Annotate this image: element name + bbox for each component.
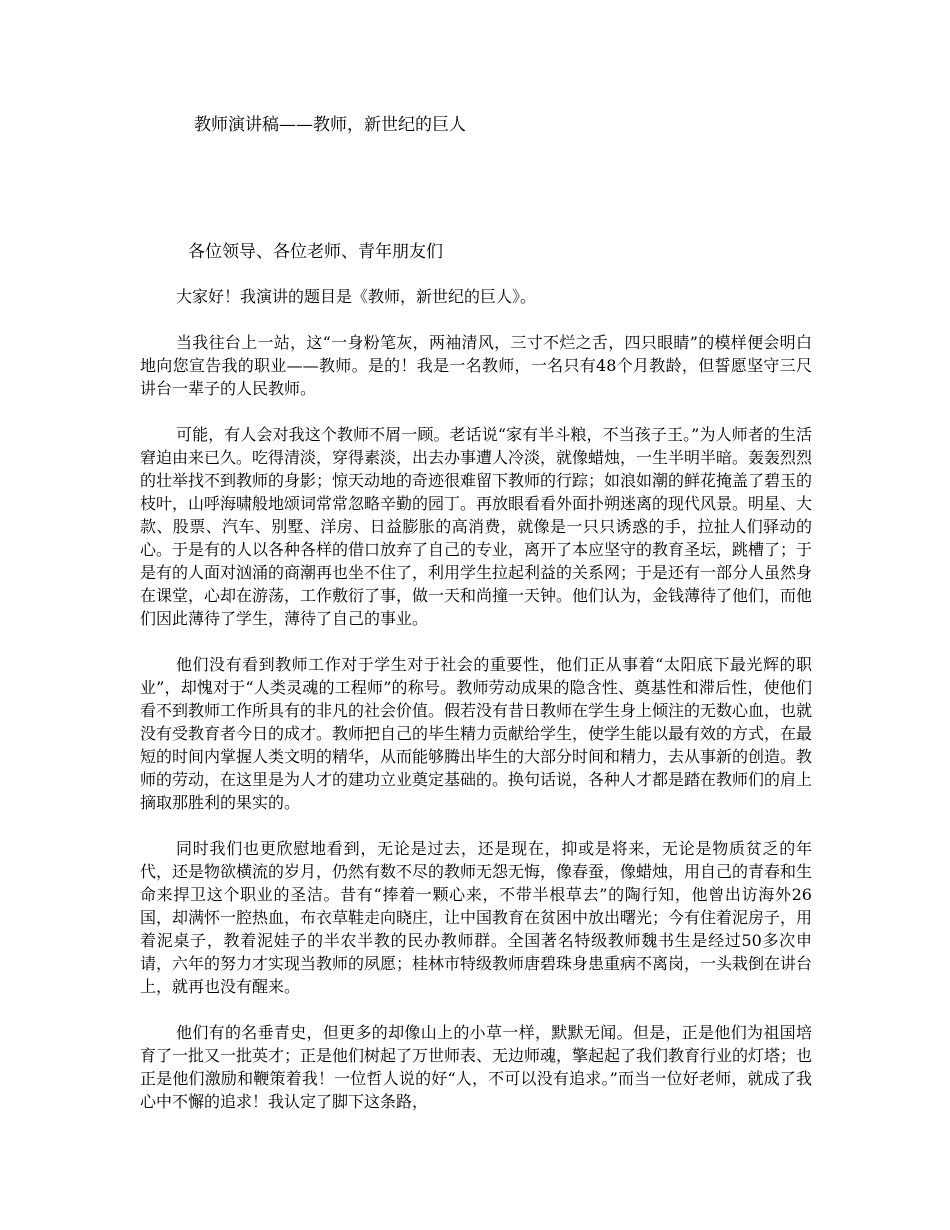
paragraph-importance: 他们没有看到教师工作对于学生对于社会的重要性，他们正从事着“太阳底下最光辉的职业”，却愧对于“人类灵魂的工程师”的称号。教师劳动成果的隐含性、奠基性和滞后性，使他们看不到教师工作所具有的非凡的社会价值。假若没有昔日教师在学生身上倾注的无数心血，也就没有受教育者今日的成才。教师把自己的毕生精力贡献给学生，使学生能以最有效的方式，在最短的时间内掌握人类文明的精华，从而能够腾出毕生的大部分时间和精力，去从事新的创造。教师的劳动，在这里是为人才的建功立业奠定基础的。换句话说，各种人才都是踏在教师们的肩上摘取那胜利的果实的。	[140, 655, 813, 812]
paragraph-introduction: 当我往台上一站，这“一身粉笔灰，两袖清风，三寸不烂之舌，四只眼睛”的模样便会明白地向您宣告我的职业——教师。是的！我是一名教师，一名只有48个月教龄，但誓愿坚守三尺讲台一辈子的人民教师。	[140, 333, 812, 398]
paragraph-greeting: 大家好！我演讲的题目是《教师，新世纪的巨人》。	[176, 287, 537, 306]
paragraph-pursuit: 他们有的名垂青史，但更多的却像山上的小草一样，默默无闻。但是，正是他们为祖国培育了一批又一批英才；正是他们树起了万世师表、无边师魂，擎起起了我们教育行业的灯塔；也正是他们激励和鞭策着我！一位哲人说的好“人，不可以没有追求。”而当一位好老师，就成了我心中不懈的追求！我认定了脚下这条路，	[140, 1023, 813, 1111]
salutation: 各位领导、各位老师、青年朋友们	[188, 242, 443, 262]
document-title: 教师演讲稿——教师，新世纪的巨人	[194, 115, 466, 135]
paragraph-hardship: 可能，有人会对我这个教师不屑一顾。老话说“家有半斗粮，不当孩子王。”为人师者的生活窘迫由来已久。吃得清淡，穿得素淡，出去办事遭人冷淡，就像蜡烛，一生半明半暗。轰轰烈烈的壮举找不到教师的身影；惊天动地的奇迹很难留下教师的行踪；如浪如潮的鲜花掩盖了碧玉的枝叶，山呼海啸般地颂词常常忽略辛勤的园丁。再放眼看看外面扑朔迷离的现代风景。明星、大款、股票、汽车、别墅、洋房、日益膨胀的高消费，就像是一只只诱惑的手，拉扯人们驿动的心。于是有的人以各种各样的借口放弃了自己的专业，离开了本应坚守的教育圣坛，跳槽了；于是有的人面对汹涌的商潮再也坐不住了，利用学生拉起利益的关系网；于是还有一部分人虽然身在课堂，心却在游荡，工作敷衍了事，做一天和尚撞一天钟。他们认为，金钱薄待了他们，而他们因此薄待了学生，薄待了自己的事业。	[140, 425, 813, 628]
paragraph-examples: 同时我们也更欣慰地看到，无论是过去，还是现在，抑或是将来，无论是物质贫乏的年代，还是物欲横流的岁月，仍然有数不尽的教师无怨无悔，像春蚕，像蜡烛，用自己的青春和生命来捍卫这个职业的圣洁。昔有“捧着一颗心来，不带半根草去”的陶行知，他曾出访海外26国，却满怀一腔热血，布衣草鞋走向晓庄，让中国教育在贫困中放出曙光；今有住着泥房子，用着泥桌子，教着泥娃子的半农半教的民办教师群。全国著名特级教师魏书生是经过50多次申请，六年的努力才实现当教师的夙愿；桂林市特级教师唐碧珠身患重病不离岗，一头栽倒在讲台上，就再也没有醒来。	[140, 839, 813, 996]
speech-body	[140, 285, 812, 1136]
